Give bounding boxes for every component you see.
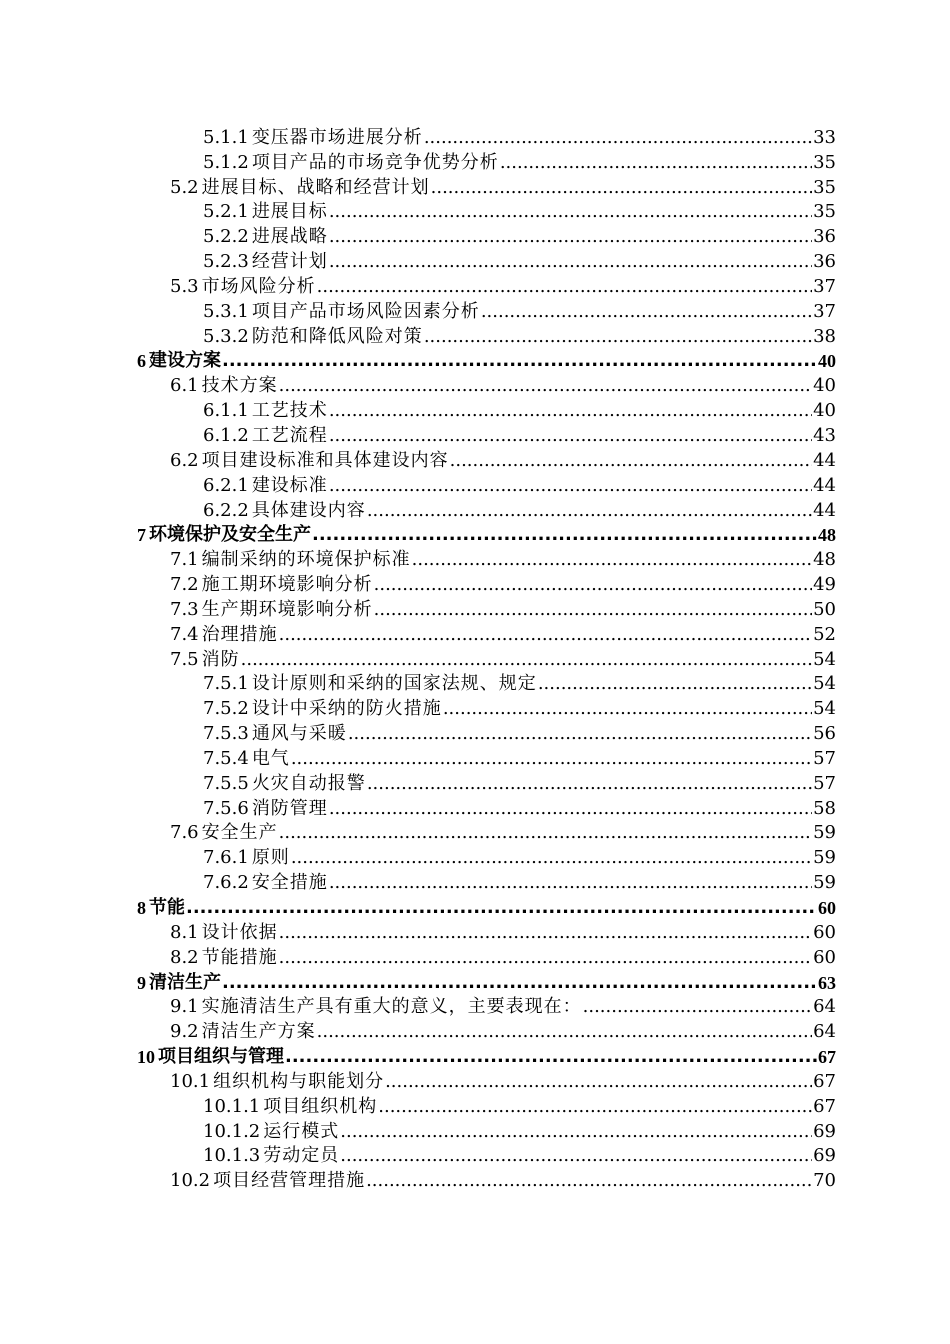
toc-entry-title: 环境保护及安全生产 [149, 524, 311, 546]
toc-entry-page: 59 [813, 822, 836, 844]
toc-entry-page: 70 [813, 1170, 836, 1192]
toc-entry-page: 35 [813, 151, 836, 173]
toc-entry[interactable] [0, 820, 950, 845]
toc-entry-page: 35 [813, 176, 836, 198]
toc-entry-page: 40 [818, 351, 836, 372]
toc-entry-number: 7.5 [170, 648, 199, 670]
toc-entry-title: 节能措施 [201, 946, 278, 968]
toc-entry[interactable] [0, 223, 950, 248]
toc-entry-number: 5.2.2 [203, 226, 249, 248]
toc-entry[interactable] [0, 671, 950, 696]
toc-entry[interactable] [0, 348, 950, 373]
toc-entry-title: 通风与采暖 [251, 723, 347, 745]
dot-leader [424, 127, 812, 149]
toc-entry[interactable] [0, 770, 950, 795]
dot-leader [450, 450, 812, 472]
toc-entry[interactable] [0, 447, 950, 472]
toc-entry-number: 6.2.1 [203, 474, 249, 496]
dot-leader [366, 1170, 812, 1192]
toc-entry[interactable] [0, 994, 950, 1019]
toc-entry[interactable] [0, 273, 950, 298]
toc-entry-title: 劳动定员 [263, 1145, 340, 1167]
dot-leader [443, 698, 812, 720]
dot-leader [329, 425, 812, 447]
toc-entry-page: 56 [813, 723, 836, 745]
toc-entry-number: 5.1.1 [203, 126, 249, 148]
toc-entry[interactable] [0, 298, 950, 323]
toc-entry-page: 50 [813, 598, 836, 620]
toc-entry-page: 37 [813, 300, 836, 322]
toc-entry[interactable] [0, 894, 950, 919]
dot-leader [279, 822, 812, 844]
toc-entry-page: 37 [813, 275, 836, 297]
dot-leader [412, 549, 812, 571]
toc-entry[interactable] [0, 199, 950, 224]
toc-entry-number: 7 [137, 525, 146, 546]
toc-entry[interactable] [0, 795, 950, 820]
toc-entry-page: 60 [813, 946, 836, 968]
toc-entry-page: 59 [813, 872, 836, 894]
dot-leader [312, 524, 817, 546]
toc-entry-page: 69 [813, 1120, 836, 1142]
toc-entry-page: 35 [813, 201, 836, 223]
toc-entry-page: 44 [813, 449, 836, 471]
toc-entry-number: 7.5.3 [203, 723, 249, 745]
dot-leader [378, 1096, 812, 1118]
toc-entry[interactable] [0, 695, 950, 720]
toc-entry[interactable] [0, 124, 950, 149]
toc-entry-title: 项目产品市场风险因素分析 [251, 300, 480, 322]
toc-entry-title: 项目建设标准和具体建设内容 [201, 449, 449, 471]
toc-entry-title: 防范和降低风险对策 [251, 325, 423, 347]
table-of-contents [0, 124, 950, 1192]
toc-entry-number: 8 [137, 898, 146, 918]
toc-entry-page: 40 [813, 400, 836, 422]
dot-leader [538, 673, 812, 695]
toc-entry-title: 项目产品的市场竞争优势分析 [251, 151, 499, 173]
dot-leader [317, 1021, 812, 1043]
toc-entry-number: 9.2 [170, 1021, 199, 1043]
toc-entry-page: 64 [813, 996, 836, 1018]
toc-entry-page: 33 [813, 126, 836, 148]
toc-entry-title: 清洁生产方案 [201, 1021, 316, 1043]
toc-entry[interactable] [0, 1118, 950, 1143]
dot-leader [241, 649, 812, 671]
toc-entry-title: 工艺流程 [251, 424, 328, 446]
toc-entry-number: 7.5.2 [203, 698, 249, 720]
toc-entry[interactable] [0, 1043, 950, 1068]
toc-entry-title: 进展目标、战略和经营计划 [201, 176, 430, 198]
toc-entry-number: 7.3 [170, 598, 199, 620]
dot-leader [374, 574, 812, 596]
dot-leader [340, 1145, 812, 1167]
toc-entry-title: 实施清洁生产具有重大的意义，主要表现在： [201, 996, 582, 1018]
toc-entry-number: 5.2.3 [203, 251, 249, 273]
toc-entry-number: 7.6 [170, 822, 199, 844]
toc-entry[interactable] [0, 969, 950, 994]
toc-entry[interactable] [0, 596, 950, 621]
toc-entry-title: 原则 [251, 847, 290, 869]
toc-entry-page: 59 [813, 847, 836, 869]
toc-entry-number: 10.1.3 [203, 1145, 261, 1167]
toc-entry-title: 消防管理 [251, 797, 328, 819]
toc-entry[interactable] [0, 745, 950, 770]
toc-entry[interactable] [0, 174, 950, 199]
toc-entry-title: 经营计划 [251, 251, 328, 273]
toc-entry-number: 10.1 [170, 1070, 211, 1092]
toc-entry-number: 8.1 [170, 921, 199, 943]
dot-leader [329, 201, 812, 223]
dot-leader [285, 1046, 817, 1068]
toc-entry-number: 6 [137, 351, 146, 372]
toc-entry-title: 项目组织与管理 [158, 1046, 284, 1068]
toc-entry-number: 7.6.1 [203, 847, 249, 869]
toc-entry-page: 67 [813, 1095, 836, 1117]
toc-entry-page: 69 [813, 1145, 836, 1167]
toc-entry-number: 6.1.1 [203, 400, 249, 422]
toc-entry-title: 工艺技术 [251, 400, 328, 422]
toc-entry-title: 设计原则和采纳的国家法规、规定 [251, 673, 537, 695]
dot-leader [481, 301, 812, 323]
dot-leader [329, 872, 812, 894]
dot-leader [279, 624, 812, 646]
toc-entry-number: 5.1.2 [203, 151, 249, 173]
toc-entry-page: 54 [813, 648, 836, 670]
toc-entry[interactable] [0, 149, 950, 174]
toc-entry-page: 49 [813, 574, 836, 596]
dot-leader [431, 177, 812, 199]
toc-entry-title: 进展战略 [251, 226, 328, 248]
toc-entry[interactable] [0, 621, 950, 646]
toc-entry-page: 58 [813, 797, 836, 819]
toc-entry-title: 安全措施 [251, 872, 328, 894]
toc-entry-title: 节能 [149, 897, 185, 918]
dot-leader [279, 947, 812, 969]
toc-entry-title: 项目组织机构 [263, 1095, 378, 1117]
dot-leader [329, 400, 812, 422]
toc-entry[interactable] [0, 919, 950, 944]
toc-entry-number: 5.2.1 [203, 201, 249, 223]
toc-entry-title: 技术方案 [201, 375, 278, 397]
toc-entry-page: 36 [813, 226, 836, 248]
toc-entry-title: 清洁生产 [149, 971, 221, 993]
toc-entry-number: 10 [137, 1047, 155, 1068]
toc-entry-number: 9.1 [170, 996, 199, 1018]
toc-entry-page: 36 [813, 251, 836, 273]
dot-leader [279, 375, 812, 397]
toc-entry[interactable] [0, 646, 950, 671]
toc-entry-number: 10.1.1 [203, 1095, 261, 1117]
toc-entry-title: 治理措施 [201, 623, 278, 645]
toc-entry-number: 7.2 [170, 574, 199, 596]
dot-leader [374, 599, 812, 621]
toc-entry-title: 组织机构与职能划分 [213, 1070, 385, 1092]
toc-entry-number: 5.3.1 [203, 300, 249, 322]
toc-entry-title: 具体建设内容 [251, 499, 366, 521]
dot-leader [317, 276, 812, 298]
dot-leader [385, 1071, 812, 1093]
toc-entry-number: 9 [137, 972, 146, 993]
toc-entry[interactable] [0, 497, 950, 522]
toc-entry[interactable] [0, 546, 950, 571]
toc-entry-number: 5.2 [170, 176, 199, 198]
dot-leader [424, 326, 812, 348]
toc-entry[interactable] [0, 372, 950, 397]
dot-leader [222, 972, 817, 994]
toc-entry[interactable] [0, 720, 950, 745]
toc-entry-page: 44 [813, 474, 836, 496]
toc-entry-title: 生产期环境影响分析 [201, 598, 373, 620]
toc-entry-number: 7.5.1 [203, 673, 249, 695]
toc-entry-number: 7.4 [170, 623, 199, 645]
dot-leader [348, 723, 812, 745]
toc-entry[interactable] [0, 397, 950, 422]
toc-entry-number: 5.3.2 [203, 325, 249, 347]
toc-entry[interactable] [0, 1093, 950, 1118]
toc-entry[interactable] [0, 944, 950, 969]
toc-entry[interactable] [0, 522, 950, 547]
dot-leader [500, 152, 812, 174]
toc-entry-title: 电气 [251, 747, 290, 769]
toc-entry-number: 10.1.2 [203, 1120, 261, 1142]
toc-entry-number: 7.5.5 [203, 772, 249, 794]
dot-leader [291, 847, 812, 869]
dot-leader [329, 798, 812, 820]
dot-leader [291, 748, 812, 770]
toc-entry-number: 6.1.2 [203, 424, 249, 446]
dot-leader [329, 251, 812, 273]
toc-entry-title: 施工期环境影响分析 [201, 574, 373, 596]
toc-entry-title: 设计中采纳的防火措施 [251, 698, 442, 720]
toc-entry[interactable] [0, 844, 950, 869]
toc-entry-number: 8.2 [170, 946, 199, 968]
toc-entry-number: 10.2 [170, 1170, 211, 1192]
toc-entry-page: 52 [813, 623, 836, 645]
dot-leader [329, 475, 812, 497]
toc-entry-number: 7.5.6 [203, 797, 249, 819]
toc-entry-title: 火灾自动报警 [251, 772, 366, 794]
toc-entry-title: 项目经营管理措施 [213, 1170, 366, 1192]
dot-leader [329, 226, 812, 248]
toc-entry[interactable] [0, 422, 950, 447]
toc-entry[interactable] [0, 571, 950, 596]
dot-leader [583, 996, 812, 1018]
toc-entry-title: 进展目标 [251, 201, 328, 223]
dot-leader [222, 350, 817, 372]
toc-entry-page: 54 [813, 698, 836, 720]
toc-entry-number: 7.1 [170, 549, 199, 571]
toc-entry-title: 安全生产 [201, 822, 278, 844]
toc-entry-page: 57 [813, 772, 836, 794]
toc-entry-page: 44 [813, 499, 836, 521]
toc-entry[interactable] [0, 869, 950, 894]
toc-entry-page: 48 [813, 549, 836, 571]
toc-entry[interactable] [0, 1018, 950, 1043]
toc-entry-page: 60 [813, 921, 836, 943]
toc-entry-number: 6.2 [170, 449, 199, 471]
toc-entry-title: 编制采纳的环境保护标准 [201, 549, 411, 571]
toc-entry-page: 64 [813, 1021, 836, 1043]
dot-leader [367, 773, 812, 795]
toc-entry-page: 67 [818, 1047, 836, 1068]
toc-entry-title: 设计依据 [201, 921, 278, 943]
dot-leader [367, 500, 812, 522]
toc-entry[interactable] [0, 1143, 950, 1168]
toc-entry-number: 7.5.4 [203, 747, 249, 769]
toc-entry-title: 市场风险分析 [201, 275, 316, 297]
toc-entry-page: 60 [818, 898, 836, 918]
toc-entry[interactable] [0, 323, 950, 348]
toc-entry[interactable] [0, 248, 950, 273]
toc-entry-page: 57 [813, 747, 836, 769]
toc-entry-page: 54 [813, 673, 836, 695]
toc-entry-title: 运行模式 [263, 1120, 340, 1142]
toc-entry-page: 48 [818, 525, 836, 546]
toc-entry-title: 建设方案 [149, 350, 221, 372]
dot-leader [186, 897, 817, 919]
toc-entry-title: 消防 [201, 648, 240, 670]
toc-entry[interactable] [0, 472, 950, 497]
dot-leader [279, 922, 812, 944]
toc-entry-title: 建设标准 [251, 474, 328, 496]
toc-entry-page: 63 [818, 972, 836, 993]
toc-entry-number: 6.2.2 [203, 499, 249, 521]
toc-entry[interactable] [0, 1167, 950, 1192]
toc-entry-page: 43 [813, 424, 836, 446]
toc-entry[interactable] [0, 1068, 950, 1093]
dot-leader [340, 1121, 812, 1143]
toc-entry-title: 变压器市场进展分析 [251, 126, 423, 148]
toc-entry-page: 67 [813, 1070, 836, 1092]
toc-entry-number: 5.3 [170, 275, 199, 297]
toc-entry-page: 38 [813, 325, 836, 347]
toc-entry-page: 40 [813, 375, 836, 397]
toc-entry-number: 6.1 [170, 375, 199, 397]
toc-entry-number: 7.6.2 [203, 872, 249, 894]
